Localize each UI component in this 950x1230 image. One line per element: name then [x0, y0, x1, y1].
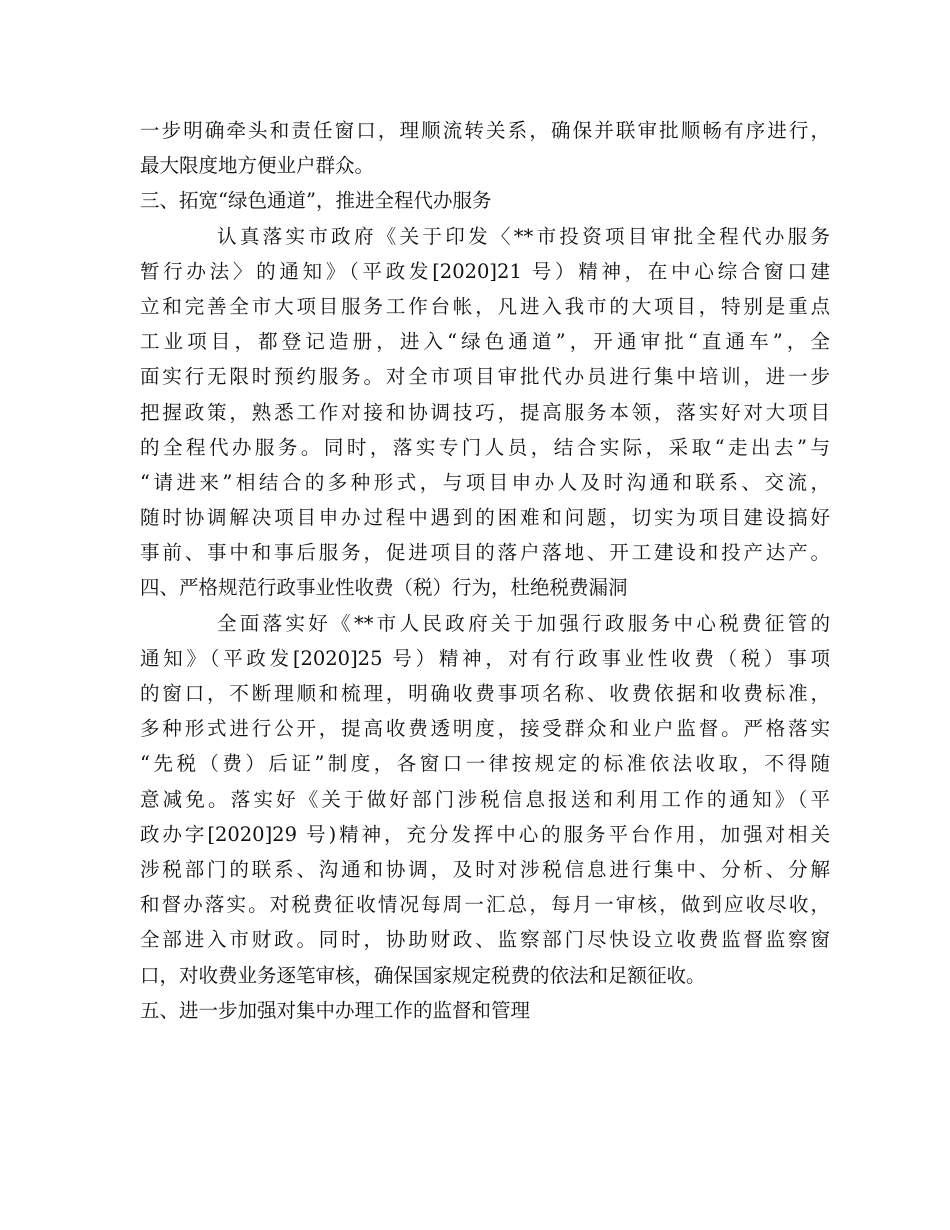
- section-heading: 五、进一步加强对集中办理工作的监督和管理: [140, 998, 531, 1022]
- section-heading: 四、严格规范行政事业性收费（税）行为，杜绝税费漏洞: [140, 576, 628, 600]
- section-heading: 三、拓宽“绿色通道”，推进全程代办服务: [140, 189, 492, 213]
- paragraph-first-line: 全面落实好《**市人民政府关于加强行政服务中心税费征管的: [217, 611, 830, 635]
- text-line: 多种形式进行公开，提高收费透明度，接受群众和业户监督。严格落实: [140, 717, 830, 741]
- text-line: “请进来”相结合的多种形式，与项目申办人及时沟通和联系、交流，: [140, 470, 830, 494]
- text-line: 面实行无限时预约服务。对全市项目审批代办员进行集中培训，进一步: [140, 365, 830, 389]
- text-line: 把握政策，熟悉工作对接和协调技巧，提高服务本领，落实好对大项目: [140, 400, 830, 424]
- text-line: 一步明确牵头和责任窗口，理顺流转关系，确保并联审批顺畅有序进行，: [140, 119, 830, 142]
- text-line: 暂行办法〉的通知》（平政发[2020]21 号）精神，在中心综合窗口建: [140, 259, 830, 283]
- text-line: 的全程代办服务。同时，落实专门人员，结合实际，采取“走出去”与: [140, 435, 830, 459]
- text-line: 意减免。落实好《关于做好部门涉税信息报送和利用工作的通知》（平: [140, 787, 830, 811]
- text-line: 全部进入市财政。同时，协助财政、监察部门尽快设立收费监督监察窗: [140, 928, 830, 952]
- text-line: 政办字[2020]29 号)精神，充分发挥中心的服务平台作用，加强对相关: [140, 822, 830, 846]
- text-line: 事前、事中和事后服务，促进项目的落户落地、开工建设和投产达产。: [140, 541, 830, 565]
- text-line: 立和完善全市大项目服务工作台帐，凡进入我市的大项目，特别是重点: [140, 294, 830, 318]
- paragraph-first-line: 认真落实市政府《关于印发〈**市投资项目审批全程代办服务: [217, 224, 830, 248]
- text-line: 通知》（平政发[2020]25 号）精神，对有行政事业性收费（税）事项: [140, 646, 830, 670]
- document-body: [140, 113, 830, 1028]
- text-line: 的窗口，不断理顺和梳理，明确收费事项名称、收费依据和收费标准，: [140, 682, 830, 705]
- text-line: “先税（费）后证”制度，各窗口一律按规定的标准依法收取，不得随: [140, 752, 830, 776]
- text-line: 涉税部门的联系、沟通和协调，及时对涉税信息进行集中、分析、分解: [140, 857, 830, 881]
- text-line: 口，对收费业务逐笔审核，确保国家规定税费的依法和足额征收。: [140, 963, 706, 987]
- text-line: 工业项目，都登记造册，进入“绿色通道”，开通审批“直通车”，全: [140, 330, 830, 354]
- text-line: 最大限度地方便业户群众。: [140, 154, 375, 178]
- text-line: 和督办落实。对税费征收情况每周一汇总，每月一审核，做到应收尽收，: [140, 893, 830, 917]
- text-line: 随时协调解决项目申办过程中遇到的困难和问题，切实为项目建设搞好: [140, 506, 830, 530]
